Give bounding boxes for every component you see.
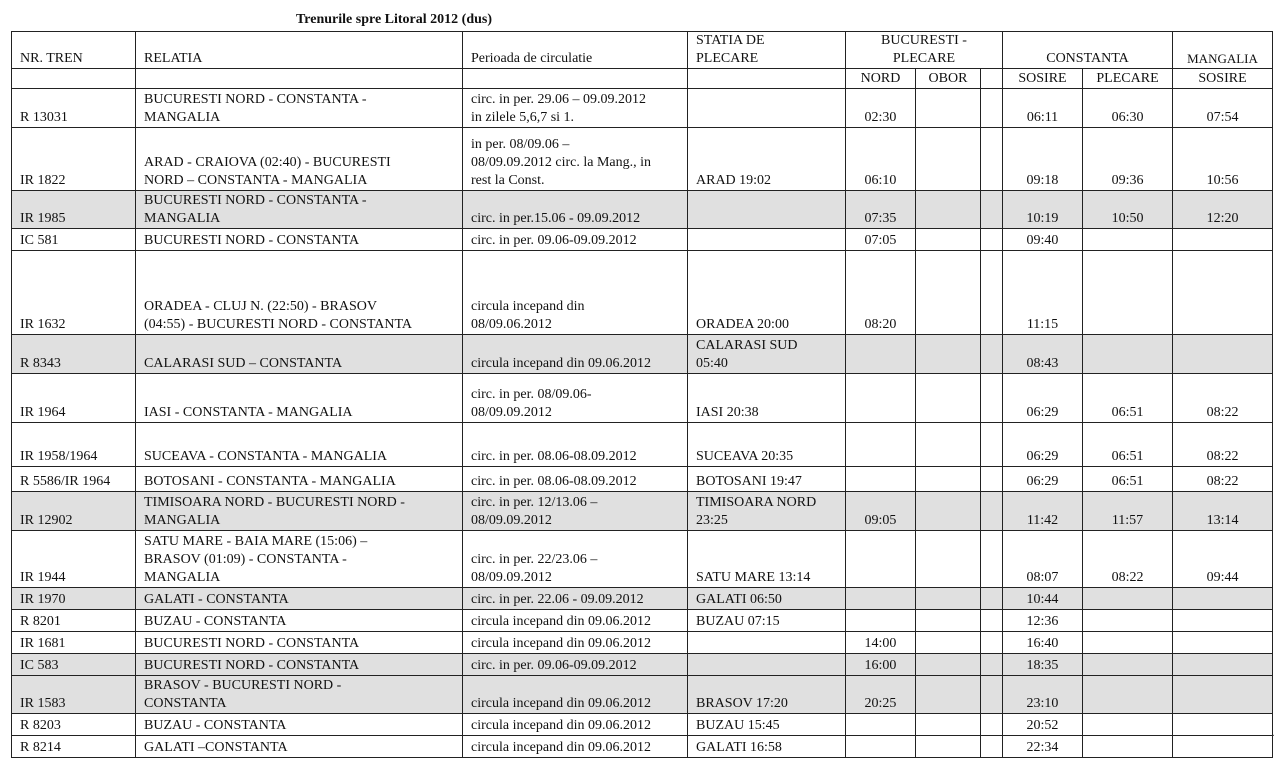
circulation-period-line: circ. in per. 09.06-09.09.2012 xyxy=(471,233,637,248)
route-line: MANGALIA xyxy=(144,110,221,125)
header-constanta: CONSTANTA xyxy=(1003,32,1173,69)
circulation-period xyxy=(463,676,688,714)
circulation-period xyxy=(463,588,688,610)
train-number: IR 1681 xyxy=(12,632,136,654)
circulation-period-line: circ. in per. 08/09.06- xyxy=(471,387,592,402)
circulation-period-line: 08/09.06.2012 xyxy=(471,317,552,332)
table-row xyxy=(12,191,1273,229)
train-number: IR 1632 xyxy=(12,251,136,335)
departure-station-line: BUZAU 15:45 xyxy=(696,718,780,733)
departure-station xyxy=(688,676,846,714)
departure-station xyxy=(688,251,846,335)
route-line: BUCURESTI NORD - CONSTANTA xyxy=(144,636,360,651)
header-mangalia: MANGALIA xyxy=(1173,32,1273,69)
route xyxy=(136,423,463,467)
constanta-arrival: 06:29 xyxy=(1003,374,1083,423)
mangalia-arrival: 08:22 xyxy=(1173,467,1273,492)
circulation-period-line: in per. 08/09.06 – xyxy=(471,137,570,152)
circulation-period xyxy=(463,89,688,128)
departure-station xyxy=(688,654,846,676)
bucuresti-obor-time xyxy=(916,128,981,191)
mangalia-arrival: 12:20 xyxy=(1173,191,1273,229)
spacer-cell xyxy=(981,251,1003,335)
route xyxy=(136,654,463,676)
constanta-arrival: 11:42 xyxy=(1003,492,1083,531)
circulation-period-line: circula incepand din 09.06.2012 xyxy=(471,696,652,711)
departure-station-line: BOTOSANI 19:47 xyxy=(696,474,802,489)
bucuresti-nord-time: 06:10 xyxy=(846,128,916,191)
table-row xyxy=(12,128,1273,191)
route xyxy=(136,492,463,531)
bucuresti-obor-time xyxy=(916,251,981,335)
departure-station xyxy=(688,610,846,632)
mangalia-arrival xyxy=(1173,588,1273,610)
circulation-period-line: in zilele 5,6,7 si 1. xyxy=(471,110,575,125)
bucuresti-obor-time xyxy=(916,676,981,714)
circulation-period xyxy=(463,531,688,588)
header-constanta-sosire: SOSIRE xyxy=(1003,69,1083,89)
departure-station-line: ORADEA 20:00 xyxy=(696,317,789,332)
spacer-cell xyxy=(981,654,1003,676)
bucuresti-nord-time xyxy=(846,610,916,632)
route xyxy=(136,128,463,191)
route-line: (04:55) - BUCURESTI NORD - CONSTANTA xyxy=(144,317,413,332)
train-number: IR 12902 xyxy=(12,492,136,531)
table-row xyxy=(12,632,1273,654)
departure-station-line: SATU MARE 13:14 xyxy=(696,570,811,585)
mangalia-arrival: 07:54 xyxy=(1173,89,1273,128)
route xyxy=(136,632,463,654)
mangalia-arrival xyxy=(1173,610,1273,632)
header-statia: STATIA DE PLECARE xyxy=(688,32,846,69)
constanta-arrival: 22:34 xyxy=(1003,736,1083,758)
departure-station xyxy=(688,531,846,588)
route xyxy=(136,89,463,128)
route-line: GALATI - CONSTANTA xyxy=(144,592,289,607)
constanta-departure xyxy=(1083,610,1173,632)
bucuresti-nord-time xyxy=(846,335,916,374)
departure-station-line: ARAD 19:02 xyxy=(696,173,772,188)
constanta-departure: 06:51 xyxy=(1083,423,1173,467)
route xyxy=(136,736,463,758)
route-line: BUCURESTI NORD - CONSTANTA xyxy=(144,658,360,673)
spacer-cell xyxy=(981,714,1003,736)
page-title: Trenurile spre Litoral 2012 (dus) xyxy=(296,12,492,27)
circulation-period-line: circula incepand din 09.06.2012 xyxy=(471,356,652,371)
route xyxy=(136,335,463,374)
departure-station xyxy=(688,89,846,128)
header-blank xyxy=(688,69,846,89)
table-row xyxy=(12,335,1273,374)
route xyxy=(136,374,463,423)
circulation-period xyxy=(463,251,688,335)
header-obor: OBOR xyxy=(916,69,981,89)
table-row xyxy=(12,229,1273,251)
bucuresti-obor-time xyxy=(916,467,981,492)
train-number: R 8214 xyxy=(12,736,136,758)
route-line: ARAD - CRAIOVA (02:40) - BUCURESTI xyxy=(144,155,391,170)
mangalia-arrival xyxy=(1173,714,1273,736)
bucuresti-nord-time: 02:30 xyxy=(846,89,916,128)
route-line: CONSTANTA xyxy=(144,696,227,711)
circulation-period xyxy=(463,191,688,229)
table-row xyxy=(12,467,1273,492)
circulation-period xyxy=(463,423,688,467)
circulation-period xyxy=(463,492,688,531)
spacer-cell xyxy=(981,335,1003,374)
bucuresti-obor-time xyxy=(916,588,981,610)
bucuresti-nord-time xyxy=(846,736,916,758)
route-line: MANGALIA xyxy=(144,211,221,226)
constanta-departure xyxy=(1083,335,1173,374)
spacer-cell xyxy=(981,676,1003,714)
table-header xyxy=(12,32,1273,89)
route-line: BUZAU - CONSTANTA xyxy=(144,614,287,629)
constanta-departure xyxy=(1083,654,1173,676)
header-relatia: RELATIA xyxy=(136,32,463,69)
departure-station-line: TIMISOARA NORD xyxy=(696,495,817,510)
spacer-cell xyxy=(981,89,1003,128)
bucuresti-nord-time: 07:35 xyxy=(846,191,916,229)
bucuresti-obor-time xyxy=(916,423,981,467)
circulation-period xyxy=(463,229,688,251)
bucuresti-obor-time xyxy=(916,191,981,229)
bucuresti-obor-time xyxy=(916,714,981,736)
departure-station-line: BRASOV 17:20 xyxy=(696,696,788,711)
bucuresti-nord-time: 08:20 xyxy=(846,251,916,335)
spacer-cell xyxy=(981,531,1003,588)
table-row xyxy=(12,492,1273,531)
bucuresti-obor-time xyxy=(916,632,981,654)
bucuresti-nord-time xyxy=(846,467,916,492)
spacer-cell xyxy=(981,374,1003,423)
circulation-period xyxy=(463,714,688,736)
constanta-departure: 06:30 xyxy=(1083,89,1173,128)
bucuresti-obor-time xyxy=(916,335,981,374)
table-row xyxy=(12,531,1273,588)
mangalia-arrival xyxy=(1173,736,1273,758)
circulation-period-line: 08/09.09.2012 xyxy=(471,405,552,420)
circulation-period-line: 08/09.09.2012 xyxy=(471,513,552,528)
train-number: R 8201 xyxy=(12,610,136,632)
train-number: R 5586/IR 1964 xyxy=(12,467,136,492)
departure-station-line: CALARASI SUD xyxy=(696,338,798,353)
constanta-departure xyxy=(1083,588,1173,610)
bucuresti-obor-time xyxy=(916,492,981,531)
circulation-period xyxy=(463,736,688,758)
mangalia-arrival xyxy=(1173,676,1273,714)
constanta-arrival: 10:44 xyxy=(1003,588,1083,610)
route xyxy=(136,251,463,335)
circulation-period xyxy=(463,610,688,632)
constanta-arrival: 10:19 xyxy=(1003,191,1083,229)
mangalia-arrival xyxy=(1173,335,1273,374)
table-row xyxy=(12,736,1273,758)
constanta-departure: 11:57 xyxy=(1083,492,1173,531)
mangalia-arrival xyxy=(1173,229,1273,251)
departure-station xyxy=(688,736,846,758)
header-blank xyxy=(136,69,463,89)
circulation-period-line: circ. in per. 12/13.06 – xyxy=(471,495,598,510)
departure-station xyxy=(688,374,846,423)
timetable xyxy=(11,31,1273,758)
constanta-departure: 06:51 xyxy=(1083,374,1173,423)
train-number: IR 1583 xyxy=(12,676,136,714)
circulation-period xyxy=(463,467,688,492)
departure-station-line: GALATI 16:58 xyxy=(696,740,782,755)
circulation-period xyxy=(463,335,688,374)
departure-station-line: 05:40 xyxy=(696,356,728,371)
route-line: IASI - CONSTANTA - MANGALIA xyxy=(144,405,353,420)
table-row xyxy=(12,654,1273,676)
constanta-departure xyxy=(1083,714,1173,736)
departure-station xyxy=(688,229,846,251)
train-number: IC 583 xyxy=(12,654,136,676)
departure-station xyxy=(688,128,846,191)
bucuresti-nord-time: 16:00 xyxy=(846,654,916,676)
header-bucuresti: BUCURESTI - PLECARE xyxy=(846,32,1003,69)
circulation-period xyxy=(463,128,688,191)
bucuresti-obor-time xyxy=(916,89,981,128)
bucuresti-nord-time xyxy=(846,588,916,610)
circulation-period-line: circula incepand din 09.06.2012 xyxy=(471,636,652,651)
route-line: BUZAU - CONSTANTA xyxy=(144,718,287,733)
table-row xyxy=(12,588,1273,610)
train-number: R 8203 xyxy=(12,714,136,736)
departure-station-line: BUZAU 07:15 xyxy=(696,614,780,629)
train-number: IC 581 xyxy=(12,229,136,251)
route xyxy=(136,191,463,229)
spacer-cell xyxy=(981,467,1003,492)
constanta-arrival: 20:52 xyxy=(1003,714,1083,736)
circulation-period-line: circula incepand din xyxy=(471,299,585,314)
departure-station xyxy=(688,423,846,467)
bucuresti-obor-time xyxy=(916,531,981,588)
train-number: IR 1964 xyxy=(12,374,136,423)
header-blank xyxy=(12,69,136,89)
bucuresti-obor-time xyxy=(916,374,981,423)
constanta-departure xyxy=(1083,736,1173,758)
bucuresti-nord-time: 20:25 xyxy=(846,676,916,714)
circulation-period-line: 08/09.09.2012 circ. la Mang., in xyxy=(471,155,652,170)
route xyxy=(136,610,463,632)
mangalia-arrival: 08:22 xyxy=(1173,423,1273,467)
spacer-cell xyxy=(981,588,1003,610)
departure-station xyxy=(688,335,846,374)
train-number: R 13031 xyxy=(12,89,136,128)
mangalia-arrival: 13:14 xyxy=(1173,492,1273,531)
header-nr-tren: NR. TREN xyxy=(12,32,136,69)
departure-station xyxy=(688,588,846,610)
table-row xyxy=(12,89,1273,128)
spacer-cell xyxy=(981,229,1003,251)
bucuresti-nord-time xyxy=(846,423,916,467)
route-line: BUCURESTI NORD - CONSTANTA - xyxy=(144,92,367,107)
mangalia-arrival: 10:56 xyxy=(1173,128,1273,191)
train-number: IR 1970 xyxy=(12,588,136,610)
bucuresti-nord-time: 07:05 xyxy=(846,229,916,251)
circulation-period-line: rest la Const. xyxy=(471,173,545,188)
header-perioada: Perioada de circulatie xyxy=(463,32,688,69)
constanta-arrival: 08:43 xyxy=(1003,335,1083,374)
spacer-cell xyxy=(981,492,1003,531)
spacer-cell xyxy=(981,128,1003,191)
circulation-period-line: circ. in per. 22.06 - 09.09.2012 xyxy=(471,592,644,607)
constanta-departure: 06:51 xyxy=(1083,467,1173,492)
circulation-period-line: 08/09.09.2012 xyxy=(471,570,552,585)
train-number: IR 1985 xyxy=(12,191,136,229)
table-row xyxy=(12,676,1273,714)
constanta-departure: 10:50 xyxy=(1083,191,1173,229)
header-constanta-plecare: PLECARE xyxy=(1083,69,1173,89)
constanta-arrival: 06:29 xyxy=(1003,423,1083,467)
constanta-arrival: 09:40 xyxy=(1003,229,1083,251)
route-line: ORADEA - CLUJ N. (22:50) - BRASOV xyxy=(144,299,377,314)
mangalia-arrival: 08:22 xyxy=(1173,374,1273,423)
train-number: IR 1958/1964 xyxy=(12,423,136,467)
route-line: NORD – CONSTANTA - MANGALIA xyxy=(144,173,368,188)
spacer-cell xyxy=(981,423,1003,467)
spacer-cell xyxy=(981,632,1003,654)
circulation-period-line: circ. in per. 08.06-08.09.2012 xyxy=(471,449,637,464)
route xyxy=(136,588,463,610)
constanta-departure xyxy=(1083,229,1173,251)
constanta-arrival: 06:29 xyxy=(1003,467,1083,492)
page-mark: · xyxy=(1271,731,1275,742)
train-number: IR 1822 xyxy=(12,128,136,191)
mangalia-arrival: 09:44 xyxy=(1173,531,1273,588)
route-line: MANGALIA xyxy=(144,513,221,528)
constanta-arrival: 08:07 xyxy=(1003,531,1083,588)
mangalia-arrival xyxy=(1173,251,1273,335)
circulation-period-line: circ. in per. 22/23.06 – xyxy=(471,552,598,567)
route-line: BUCURESTI NORD - CONSTANTA xyxy=(144,233,360,248)
circulation-period-line: circula incepand din 09.06.2012 xyxy=(471,614,652,629)
spacer-cell xyxy=(981,610,1003,632)
departure-station xyxy=(688,492,846,531)
route-line: BRASOV (01:09) - CONSTANTA - xyxy=(144,552,347,567)
route-line: CALARASI SUD – CONSTANTA xyxy=(144,356,343,371)
header-spacer xyxy=(981,69,1003,89)
route xyxy=(136,714,463,736)
constanta-departure: 09:36 xyxy=(1083,128,1173,191)
constanta-departure xyxy=(1083,676,1173,714)
bucuresti-obor-time xyxy=(916,654,981,676)
table-row xyxy=(12,423,1273,467)
circulation-period-line: circula incepand din 09.06.2012 xyxy=(471,718,652,733)
constanta-arrival: 09:18 xyxy=(1003,128,1083,191)
constanta-arrival: 06:11 xyxy=(1003,89,1083,128)
route-line: BOTOSANI - CONSTANTA - MANGALIA xyxy=(144,474,396,489)
spacer-cell xyxy=(981,191,1003,229)
circulation-period-line: circ. in per. 08.06-08.09.2012 xyxy=(471,474,637,489)
route-line: SUCEAVA - CONSTANTA - MANGALIA xyxy=(144,449,388,464)
route xyxy=(136,531,463,588)
departure-station xyxy=(688,467,846,492)
spacer-cell xyxy=(981,736,1003,758)
circulation-period-line: circ. in per. 29.06 – 09.09.2012 xyxy=(471,92,646,107)
constanta-departure xyxy=(1083,632,1173,654)
route-line: TIMISOARA NORD - BUCURESTI NORD - xyxy=(144,495,405,510)
constanta-arrival: 12:36 xyxy=(1003,610,1083,632)
route xyxy=(136,467,463,492)
bucuresti-nord-time xyxy=(846,714,916,736)
table-body xyxy=(12,89,1273,758)
departure-station xyxy=(688,714,846,736)
departure-station-line: 23:25 xyxy=(696,513,728,528)
table-row xyxy=(12,610,1273,632)
bucuresti-nord-time: 09:05 xyxy=(846,492,916,531)
circulation-period-line: circ. in per. 09.06-09.09.2012 xyxy=(471,658,637,673)
departure-station-line: IASI 20:38 xyxy=(696,405,759,420)
departure-station xyxy=(688,191,846,229)
header-mangalia-sosire: SOSIRE xyxy=(1173,69,1273,89)
table-row xyxy=(12,251,1273,335)
departure-station-line: GALATI 06:50 xyxy=(696,592,782,607)
constanta-arrival: 11:15 xyxy=(1003,251,1083,335)
route-line: BUCURESTI NORD - CONSTANTA - xyxy=(144,193,367,208)
bucuresti-nord-time xyxy=(846,374,916,423)
constanta-arrival: 16:40 xyxy=(1003,632,1083,654)
route-line: MANGALIA xyxy=(144,570,221,585)
bucuresti-nord-time: 14:00 xyxy=(846,632,916,654)
circulation-period-line: circula incepand din 09.06.2012 xyxy=(471,740,652,755)
route xyxy=(136,676,463,714)
route-line: GALATI –CONSTANTA xyxy=(144,740,288,755)
table-row xyxy=(12,714,1273,736)
mangalia-arrival xyxy=(1173,654,1273,676)
constanta-departure: 08:22 xyxy=(1083,531,1173,588)
departure-station xyxy=(688,632,846,654)
constanta-arrival: 23:10 xyxy=(1003,676,1083,714)
circulation-period xyxy=(463,654,688,676)
bucuresti-obor-time xyxy=(916,610,981,632)
circulation-period xyxy=(463,374,688,423)
route xyxy=(136,229,463,251)
departure-station-line: SUCEAVA 20:35 xyxy=(696,449,794,464)
circulation-period xyxy=(463,632,688,654)
circulation-period-line: circ. in per.15.06 - 09.09.2012 xyxy=(471,211,641,226)
bucuresti-obor-time xyxy=(916,736,981,758)
bucuresti-nord-time xyxy=(846,531,916,588)
route-line: BRASOV - BUCURESTI NORD - xyxy=(144,678,342,693)
route-line: SATU MARE - BAIA MARE (15:06) – xyxy=(144,534,368,549)
header-blank xyxy=(463,69,688,89)
header-nord: NORD xyxy=(846,69,916,89)
mangalia-arrival xyxy=(1173,632,1273,654)
table-row xyxy=(12,374,1273,423)
train-number: IR 1944 xyxy=(12,531,136,588)
constanta-arrival: 18:35 xyxy=(1003,654,1083,676)
constanta-departure xyxy=(1083,251,1173,335)
bucuresti-obor-time xyxy=(916,229,981,251)
train-number: R 8343 xyxy=(12,335,136,374)
